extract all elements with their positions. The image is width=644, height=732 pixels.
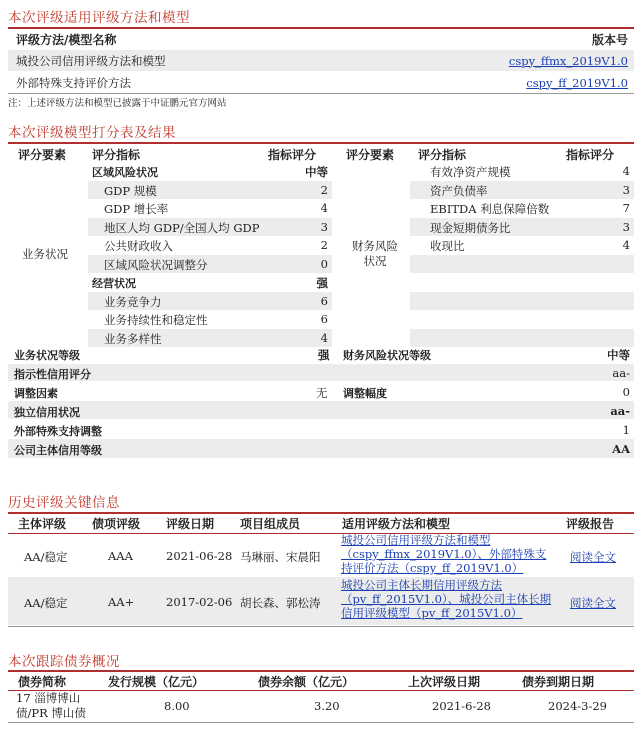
indicator-label: 地区人均 GDP/全国人均 GDP: [104, 220, 260, 235]
method-version-link[interactable]: cspy_ff_2019V1.0: [526, 75, 628, 90]
bond-maturity: 2024-3-29: [548, 699, 607, 713]
col-issue-size: 发行规模（亿元）: [108, 675, 205, 689]
history-issuer-rating: AA/稳定: [24, 596, 68, 610]
col-method: 适用评级方法和模型: [342, 517, 451, 531]
standalone-value: aa-: [610, 404, 630, 418]
col-team: 项目组成员: [240, 517, 301, 531]
section-title-methods: 本次评级适用评级方法和模型: [8, 10, 190, 26]
indicator-score: 7: [622, 201, 630, 215]
section-title-scorecard: 本次评级模型打分表及结果: [8, 125, 176, 141]
bond-size: 8.00: [164, 699, 190, 713]
indicator-label: 资产负债率: [430, 183, 488, 198]
indicator-score: 6: [320, 312, 328, 326]
issuer-rating-value: AA: [612, 442, 630, 456]
indicator-score: 0: [320, 256, 328, 271]
col-issuer-rating: 主体评级: [18, 517, 67, 531]
indicator-label: GDP 增长率: [104, 202, 169, 216]
indicative-label: 指示性信用评分: [14, 368, 91, 381]
method-name: 城投公司信用评级方法和模型: [16, 53, 166, 68]
read-report-link[interactable]: 阅读全文: [570, 550, 616, 564]
issuer-rating-label: 公司主体信用等级: [14, 444, 102, 457]
history-rating-date: 2017-02-06: [166, 595, 233, 609]
fin-level-value: 中等: [607, 348, 630, 362]
indicator-label: 收现比: [430, 239, 465, 253]
col-bond-rating: 债项评级: [92, 517, 141, 531]
col-method-name: 评级方法/模型名称: [16, 32, 117, 47]
indicator-score: 4: [320, 201, 328, 215]
indicator-label: 区域风险状况: [92, 166, 158, 179]
indicator-score: 2: [320, 238, 328, 252]
history-team: 胡长森、郭松涛: [240, 596, 321, 610]
history-method-link[interactable]: 城投公司信用评级方法和模型（cspy_ffmx_2019V1.0）、外部特殊支持评价方法（cspy_ff_2019V1.0）: [341, 533, 547, 575]
indicator-label: 业务持续性和稳定性: [104, 313, 208, 327]
biz-level-label: 业务状况等级: [14, 349, 80, 362]
history-team: 马琳丽、宋晨阳: [240, 550, 321, 564]
divider: [8, 93, 634, 94]
method-version-link[interactable]: cspy_ffmx_2019V1.0: [508, 53, 628, 68]
adjust-range-label: 调整幅度: [343, 387, 387, 400]
col-bond-name: 债券简称: [18, 675, 67, 689]
indicator-score: 6: [320, 293, 328, 308]
col-score: 指标评分: [268, 148, 317, 162]
biz-level-value: 强: [318, 348, 330, 362]
col-indicator: 评分指标: [92, 148, 141, 162]
indicator-score: 3: [622, 219, 630, 234]
factor-financial-risk: 财务风险状况: [352, 239, 398, 268]
row-shade: [410, 292, 634, 311]
methods-header-row: [8, 29, 634, 49]
ext-support-value: 1: [622, 423, 630, 437]
bond-last-rating-date: 2021-6-28: [432, 699, 491, 713]
history-issuer-rating: AA/稳定: [24, 550, 68, 564]
indicator-label: GDP 规模: [104, 183, 157, 198]
history-method-link[interactable]: 城投公司主体长期信用评级方法（pv_ff_2015V1.0）、城投公司主体长期信用评级模型（pv_ff_2015V1.0）: [341, 578, 552, 620]
indicator-score: 2: [320, 182, 328, 197]
indicator-label: 有效净资产规模: [430, 165, 511, 179]
divider: [8, 670, 634, 672]
adjust-factor-value: 无: [316, 386, 328, 400]
history-bond-rating: AA+: [108, 595, 135, 609]
indicator-label: 区域风险状况调整分: [104, 257, 208, 272]
col-score: 指标评分: [566, 148, 615, 162]
indicator-score: 4: [622, 238, 630, 252]
adjust-range-value: 0: [622, 385, 630, 399]
methods-note: 注：上述评级方法和模型已披露于中证鹏元官方网站: [8, 98, 227, 109]
bond-balance: 3.20: [314, 699, 340, 713]
indicator-score: 3: [320, 219, 328, 234]
indicator-label: EBITDA 利息保障倍数: [430, 202, 550, 216]
method-row: [8, 50, 634, 71]
indicator-score: 强: [316, 276, 328, 290]
col-report: 评级报告: [566, 517, 615, 531]
col-rating-date: 评级日期: [166, 517, 215, 531]
history-bond-rating: AAA: [108, 549, 133, 563]
col-maturity: 债券到期日期: [522, 675, 595, 689]
adjust-factor-label: 调整因素: [14, 387, 58, 400]
indicator-score: 4: [622, 164, 630, 178]
divider: [8, 512, 634, 514]
indicator-label: 经营状况: [92, 277, 136, 290]
history-rating-date: 2021-06-28: [166, 549, 233, 563]
indicator-score: 中等: [305, 165, 328, 179]
section-title-bonds: 本次跟踪债券概况: [8, 654, 120, 670]
fin-level-label: 财务风险状况等级: [343, 349, 431, 362]
divider: [8, 142, 634, 144]
standalone-label: 独立信用状况: [14, 406, 80, 419]
col-factor: 评分要素: [346, 148, 395, 162]
method-row: [8, 72, 634, 93]
indicator-label: 业务竞争力: [104, 294, 162, 309]
bond-name: 17 淄博博山债/PR 博山债: [16, 691, 86, 720]
indicator-label: 公共财政收入: [104, 239, 173, 253]
indicator-score: 3: [622, 182, 630, 197]
factor-business: 业务状况: [22, 247, 68, 261]
indicator-label: 业务多样性: [104, 331, 162, 346]
read-report-link[interactable]: 阅读全文: [570, 596, 616, 610]
col-version: 版本号: [591, 32, 628, 47]
ext-support-label: 外部特殊支持调整: [14, 425, 102, 438]
method-name: 外部特殊支持评价方法: [16, 75, 131, 90]
col-last-rating-date: 上次评级日期: [408, 675, 481, 689]
col-indicator: 评分指标: [418, 148, 467, 162]
row-shade: [410, 255, 634, 274]
row-shade: [410, 329, 634, 348]
indicator-score: 4: [320, 330, 328, 345]
col-factor: 评分要素: [18, 148, 67, 162]
col-balance: 债券余额（亿元）: [258, 675, 355, 689]
indicator-label: 现金短期债务比: [430, 220, 511, 235]
indicative-value: aa-: [612, 366, 630, 380]
section-title-history: 历史评级关键信息: [8, 495, 120, 511]
